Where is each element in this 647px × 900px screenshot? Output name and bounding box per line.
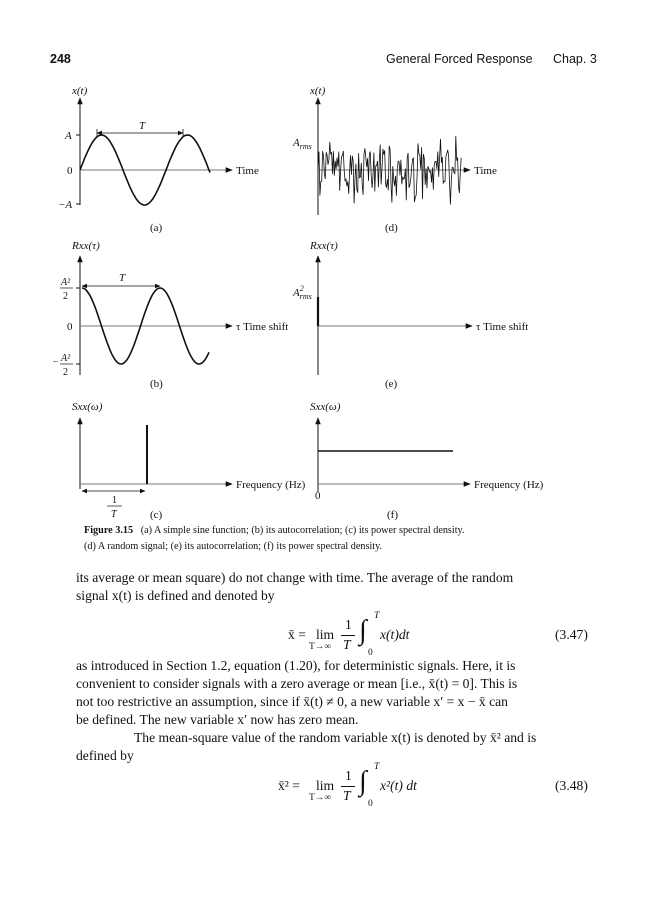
figure-label: Figure 3.15 <box>84 525 134 536</box>
panel-a-tick-bottom: −A <box>58 199 73 211</box>
panel-e-ylabel: Rxx(τ) <box>310 240 338 252</box>
panel-a-tick-top: A <box>65 130 72 142</box>
panel-e <box>292 240 528 390</box>
panel-b-tick-bottom-num: A² <box>61 353 71 364</box>
panel-d <box>292 85 497 234</box>
textbook-page: 248 General Forced Response Chap. 3 x(t) A 0 −A T Time (a) x(t) $A_{rms}$ Time (d) Rxx(τ) A² 2 0 − A² 2 T τ Time shift (b) Rxx(τ) $A^2$ rms τ Time shift (e) Sxx(ω) 1 T Frequency (Hz) (c) Sxx(ω) 0 Frequency (Hz) (f) Figure 3.15 (a) A simple sine function; (b) its autocorrelation; (c) its power spectral density. (d) A random signal; (e) its autocorrelation; (f) its power spectral density. its average or mean square) do not change with time. The average of the random signal x(t) is defined and denoted by x̄ = lim T→∞ 1 T ∫ T 0 x(t)dt (3.47) as introduced in Section 1.2, equation (1.20), for deterministic signals. Here, it is convenient to consider signals with a zero average or mean [i.e., x̄(t) = 0]. This is not too restrictive an assumption, since if x̄(t) ≠ 0, a new variable x′ = x − x̄ can be defined. The new variable x′ now has zero mean. The mean-square value of the random variable x(t) is denoted by x̄² and is defined by x̄² = lim T→∞ 1 T ∫ T 0 x²(t) dt (3.48) <box>0 0 647 900</box>
panel-b-tick-bottom-minus: − <box>52 357 59 368</box>
paragraph-2-line-4: be defined. The new variable x′ now has zero mean. <box>76 712 359 727</box>
panel-a-tick-zero: 0 <box>67 165 73 177</box>
chapter-label: Chap. 3 <box>553 52 597 66</box>
panel-f-label: (f) <box>387 509 398 521</box>
panel-c <box>72 401 306 521</box>
panel-b-period: T <box>119 272 126 284</box>
equation-number-3-47: (3.47) <box>555 627 588 642</box>
panel-c-axis-label: Frequency (Hz) <box>236 479 306 491</box>
panel-a-period: T <box>139 120 146 132</box>
panel-b <box>52 240 288 390</box>
panel-b-ylabel: Rxx(τ) <box>72 240 100 252</box>
panel-b-tick-top-num: A² <box>61 277 71 288</box>
figure-caption-line-1: Figure 3.15 (a) A simple sine function; (b) its autocorrelation; (c) its power spectral density. <box>84 525 465 536</box>
panel-c-spike-den: T <box>111 509 117 520</box>
panel-c-label: (c) <box>150 509 163 521</box>
panel-b-axis-label: τ Time shift <box>236 321 289 333</box>
paragraph-2-line-3: not too restrictive an assumption, since if x̄(t) ≠ 0, a new variable x′ = x − x̄ can <box>76 694 508 709</box>
figure-caption-line-2: (d) A random signal; (e) its autocorrelation; (f) its power spectral density. <box>84 541 383 552</box>
panel-b-tick-bottom-den: 2 <box>63 367 68 378</box>
panel-d-label: (d) <box>385 222 398 234</box>
panel-a-ylabel: x(t) <box>72 85 88 97</box>
section-title: General Forced Response <box>386 52 533 66</box>
paragraph-1-line-1: its average or mean square) do not change with time. The average of the random <box>76 570 514 585</box>
paragraph-1-line-2: signal x(t) is defined and denoted by <box>76 588 275 603</box>
panel-d-axis-label: Time <box>474 165 497 177</box>
equation-number-3-48: (3.48) <box>555 778 588 793</box>
panel-a-axis-label: Time <box>236 165 259 177</box>
paragraph-3-line-1: The mean-square value of the random variable x(t) is denoted by x̄² and is <box>134 730 537 745</box>
panel-b-label: (b) <box>150 378 163 390</box>
panel-e-tick: $A^2$ rms <box>293 284 312 301</box>
panel-f <box>310 401 544 521</box>
panel-b-tick-zero: 0 <box>67 321 73 333</box>
paragraph-3-line-2: defined by <box>76 748 134 763</box>
panel-a-label: (a) <box>150 222 163 234</box>
panel-e-axis-label: τ Time shift <box>476 321 529 333</box>
panel-f-tick-zero: 0 <box>315 490 321 502</box>
panel-b-tick-top-den: 2 <box>63 291 68 302</box>
page-number: 248 <box>50 52 71 66</box>
panel-f-ylabel: Sxx(ω) <box>310 401 341 413</box>
panel-c-spike-num: 1 <box>112 495 117 506</box>
panel-e-label: (e) <box>385 378 398 390</box>
panel-c-ylabel: Sxx(ω) <box>72 401 103 413</box>
paragraph-2-line-1: as introduced in Section 1.2, equation (1.20), for deterministic signals. Here, it is <box>76 658 516 673</box>
panel-a <box>58 85 259 234</box>
panel-f-axis-label: Frequency (Hz) <box>474 479 544 491</box>
panel-d-tick: $A_{rms}$ <box>293 137 312 151</box>
panel-d-ylabel: x(t) <box>310 85 326 97</box>
paragraph-2-line-2: convenient to consider signals with a zero average or mean [i.e., x̄(t) = 0]. This is <box>76 676 518 691</box>
